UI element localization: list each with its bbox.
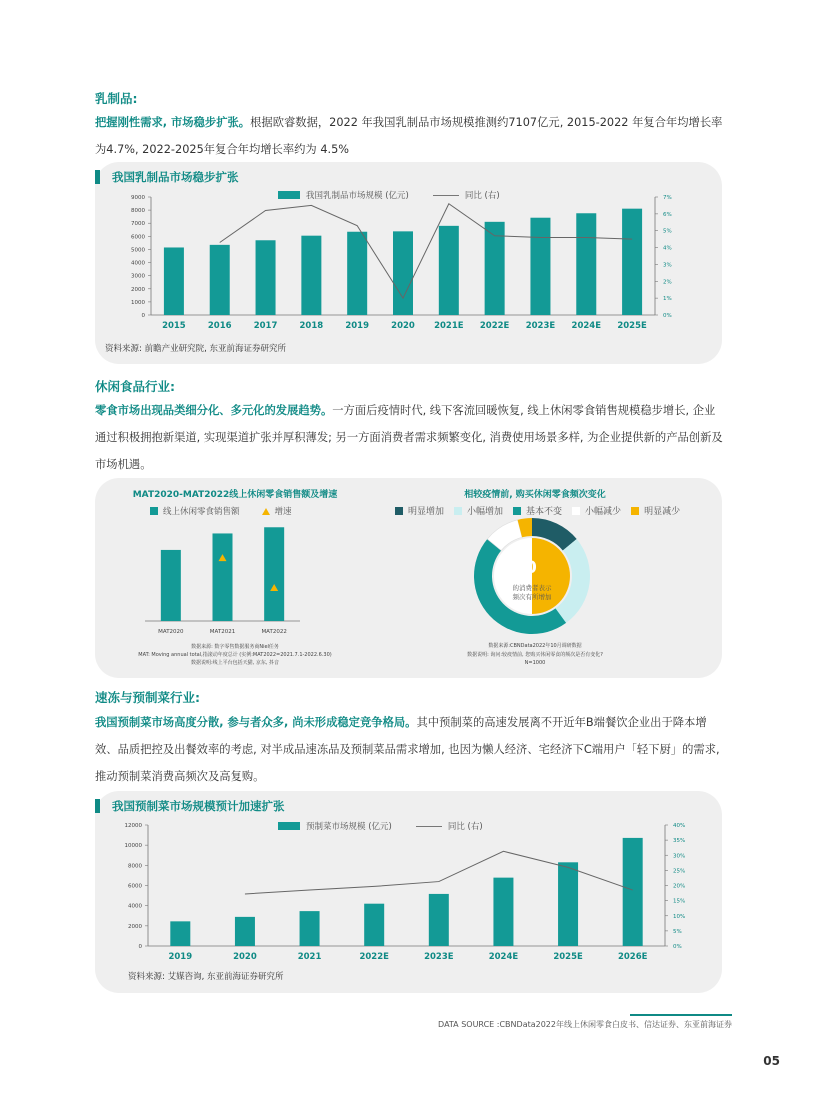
legend-label: 小幅增加 bbox=[467, 507, 504, 517]
bar bbox=[300, 911, 320, 946]
x-tick-label: 2024E bbox=[488, 952, 519, 962]
y-right-tick-label: 25% bbox=[673, 868, 686, 875]
y-left-tick-label: 7000 bbox=[131, 221, 145, 228]
y-right-tick-label: 10% bbox=[673, 913, 686, 920]
prepared-body: 其中预制菜的高速发展离不开近年B端餐饮企业出于降本增效、品质把控及出餐效率的考虑, 对半成品速冻品及预制菜品需求增加, 也因为懒人经济、宅经济下C端用户「轻下厨」的需求, 推动预制菜消费高频次及高复购。 bbox=[95, 716, 720, 783]
y-left-tick-label: 6000 bbox=[128, 883, 142, 890]
x-tick-label: MAT2022 bbox=[261, 629, 287, 635]
bar bbox=[161, 550, 181, 621]
y-right-tick-label: 6% bbox=[663, 211, 672, 218]
x-tick-label: 2025E bbox=[553, 952, 583, 962]
y-left-tick-label: 8000 bbox=[128, 863, 142, 870]
bar bbox=[164, 247, 184, 315]
legend-swatch bbox=[454, 507, 462, 515]
y-right-tick-label: 40% bbox=[673, 823, 686, 829]
y-right-tick-label: 35% bbox=[673, 838, 686, 845]
dairy-source: 资料来源: 前瞻产业研究院, 东亚前海证券研究所 bbox=[105, 344, 286, 354]
x-tick-label: 2023E bbox=[424, 952, 454, 962]
snack-left-legend-bar: 线上休闲零食销售额 bbox=[163, 507, 240, 517]
bar bbox=[235, 917, 255, 946]
y-left-tick-label: 4000 bbox=[128, 903, 142, 910]
y-left-tick-label: 3000 bbox=[131, 273, 145, 280]
bar bbox=[393, 231, 413, 315]
x-tick-label: 2016 bbox=[207, 321, 232, 331]
prepared-legend-line: 同比 (右) bbox=[447, 822, 483, 832]
snack-left-title: MAT2020-MAT2022线上休闲零食销售额及增速 bbox=[132, 490, 338, 500]
legend-label: 小幅减少 bbox=[585, 507, 622, 517]
bar bbox=[429, 894, 449, 946]
prepared-paragraph bbox=[95, 709, 725, 790]
bar bbox=[347, 232, 367, 315]
prepared-chart bbox=[95, 791, 722, 993]
dairy-chart bbox=[95, 162, 722, 364]
dairy-paragraph bbox=[95, 109, 725, 163]
y-right-tick-label: 20% bbox=[673, 883, 686, 890]
y-left-tick-label: 9000 bbox=[131, 195, 145, 201]
footer-data-source: DATA SOURCE :CBNData2022年线上休闲零食白皮书、信达证券、东亚前海证券 bbox=[438, 1020, 732, 1029]
bar bbox=[530, 218, 550, 315]
prepared-chart-title: 我国预制菜市场规模预计加速扩张 bbox=[95, 799, 285, 813]
y-left-tick-label: 10000 bbox=[124, 843, 142, 850]
bar bbox=[622, 209, 642, 315]
x-tick-label: 2025E bbox=[617, 321, 647, 331]
donut-small-text-1: 的消费者表示 bbox=[512, 584, 552, 592]
x-tick-label: MAT2021 bbox=[209, 629, 236, 635]
y-left-tick-label: 2000 bbox=[131, 286, 145, 293]
y-right-tick-label: 30% bbox=[673, 853, 686, 860]
x-tick-label: 2015 bbox=[162, 321, 186, 331]
x-tick-label: 2020 bbox=[391, 321, 415, 331]
bar bbox=[213, 533, 233, 621]
bar bbox=[210, 245, 230, 315]
y-right-tick-label: 0% bbox=[663, 313, 672, 319]
snack-right-title: 相较疫情前, 购买休闲零食频次变化 bbox=[464, 490, 606, 500]
legend-swatch bbox=[631, 507, 639, 515]
prepared-chart-card bbox=[95, 791, 722, 993]
x-tick-label: 2022E bbox=[359, 952, 389, 962]
donut-small-text-2: 频次有所增加 bbox=[512, 593, 552, 601]
y-left-tick-label: 6000 bbox=[131, 234, 145, 241]
snack-left-note-1: 数据来源: 数字零售数据服务商Niel任务 bbox=[191, 644, 279, 650]
dairy-heading: 乳制品: bbox=[95, 91, 138, 106]
y-right-tick-label: 2% bbox=[663, 279, 672, 286]
bar bbox=[558, 862, 578, 946]
bar bbox=[576, 213, 596, 315]
y-left-tick-label: 12000 bbox=[124, 823, 142, 829]
dairy-chart-card bbox=[95, 162, 722, 364]
x-tick-label: 2023E bbox=[525, 321, 556, 331]
growth-line bbox=[220, 204, 632, 298]
x-tick-label: 2022E bbox=[479, 321, 510, 331]
snack-right-note-2: 数据说明: 询问:较疫情前, 您购买休闲零食的频次是否有变化? bbox=[467, 652, 603, 658]
snack-left-note-2: MAT: Moving annual total,指滚动年度总计 (实例:MAT2022=2021.7.1-2022.6.30) bbox=[138, 652, 332, 658]
y-right-tick-label: 7% bbox=[663, 195, 672, 201]
prepared-lead: 我国预制菜市场高度分散, 参与者众多, 尚未形成稳定竞争格局。 bbox=[95, 716, 417, 729]
prepared-heading: 速冻与预制菜行业: bbox=[95, 690, 200, 705]
legend-swatch bbox=[572, 507, 580, 515]
bar bbox=[364, 904, 384, 946]
y-left-tick-label: 5000 bbox=[131, 247, 145, 254]
page-number: 05 bbox=[763, 1054, 780, 1068]
snack-body: 一方面后疫情时代, 线下客流回暖恢复, 线上休闲零食销售规模稳步增长, 企业通过积极拥抱新渠道, 实现渠道扩张并厚积薄发; 另一方面消费者需求频繁变化, 消费使用场景多样, 为企业提供新的产品创新及市场机遇。 bbox=[95, 404, 723, 471]
snack-right-note-1: 数据来源:CBNData2022年10月调研数据 bbox=[488, 643, 582, 649]
x-tick-label: 2019 bbox=[345, 321, 370, 331]
legend-swatch bbox=[513, 507, 521, 515]
y-left-tick-label: 1000 bbox=[131, 299, 145, 306]
x-tick-label: 2019 bbox=[168, 952, 193, 962]
dairy-legend-bar: 我国乳制品市场规模 (亿元) bbox=[306, 191, 409, 201]
bar bbox=[256, 240, 276, 315]
snack-left-legend-tri: 增速 bbox=[274, 507, 292, 517]
prepared-source: 资料来源: 艾媒咨询, 东亚前海证券研究所 bbox=[128, 972, 284, 982]
y-left-tick-label: 2000 bbox=[128, 923, 142, 930]
legend-label: 明显增加 bbox=[408, 507, 445, 517]
x-tick-label: 2024E bbox=[571, 321, 602, 331]
x-tick-label: 2018 bbox=[299, 321, 324, 331]
bar bbox=[170, 921, 190, 946]
snack-chart-card bbox=[95, 478, 722, 678]
footer-divider bbox=[630, 1014, 732, 1016]
dairy-lead: 把握刚性需求, 市场稳步扩张。 bbox=[95, 116, 251, 129]
legend-label: 基本不变 bbox=[526, 507, 563, 517]
x-tick-label: 2017 bbox=[253, 321, 278, 331]
bar bbox=[493, 878, 513, 946]
bar bbox=[439, 226, 459, 315]
dairy-legend-line: 同比 (右) bbox=[464, 191, 500, 201]
dairy-chart-title: 我国乳制品市场稳步扩张 bbox=[95, 170, 239, 184]
x-tick-label: 2021E bbox=[434, 321, 464, 331]
legend-label: 明显减少 bbox=[644, 507, 681, 517]
y-right-tick-label: 4% bbox=[663, 245, 672, 252]
snack-paragraph bbox=[95, 397, 725, 478]
y-right-tick-label: 5% bbox=[663, 228, 672, 235]
x-tick-label: 2026E bbox=[617, 952, 648, 962]
y-right-tick-label: 15% bbox=[673, 898, 686, 905]
y-right-tick-label: 1% bbox=[663, 296, 672, 303]
bar bbox=[301, 236, 321, 315]
y-right-tick-label: 5% bbox=[673, 928, 682, 935]
bar bbox=[264, 527, 284, 621]
snack-left-note-3: 数据说明:线上平台包括天猫, 京东, 抖音 bbox=[190, 660, 280, 666]
x-tick-label: 2020 bbox=[233, 952, 257, 962]
snack-lead: 零食市场出现品类细分化、多元化的发展趋势。 bbox=[95, 404, 333, 417]
dairy-body: 根据欧睿数据，2022 年我国乳制品市场规模推测约7107亿元, 2015-2022 年复合年均增长率为4.7%, 2022-2025年复合年均增长率约为 4.5% bbox=[95, 116, 723, 156]
donut-big-number: 40 bbox=[513, 558, 537, 578]
y-left-tick-label: 8000 bbox=[131, 208, 145, 215]
y-left-tick-label: 4000 bbox=[131, 260, 145, 267]
snack-heading: 休闲食品行业: bbox=[95, 379, 175, 394]
y-right-tick-label: 3% bbox=[663, 262, 672, 269]
y-left-tick-label: 0 bbox=[141, 313, 145, 319]
bar bbox=[623, 838, 643, 946]
prepared-legend-bar: 预制菜市场规模 (亿元) bbox=[306, 822, 392, 832]
x-tick-label: MAT2020 bbox=[158, 629, 184, 635]
y-right-tick-label: 0% bbox=[673, 944, 682, 950]
snack-donut-chart bbox=[465, 516, 605, 646]
x-tick-label: 2021 bbox=[297, 952, 322, 962]
snack-right-note-3: N=1000 bbox=[524, 660, 546, 666]
y-left-tick-label: 0 bbox=[138, 944, 142, 950]
legend-swatch bbox=[395, 507, 403, 515]
